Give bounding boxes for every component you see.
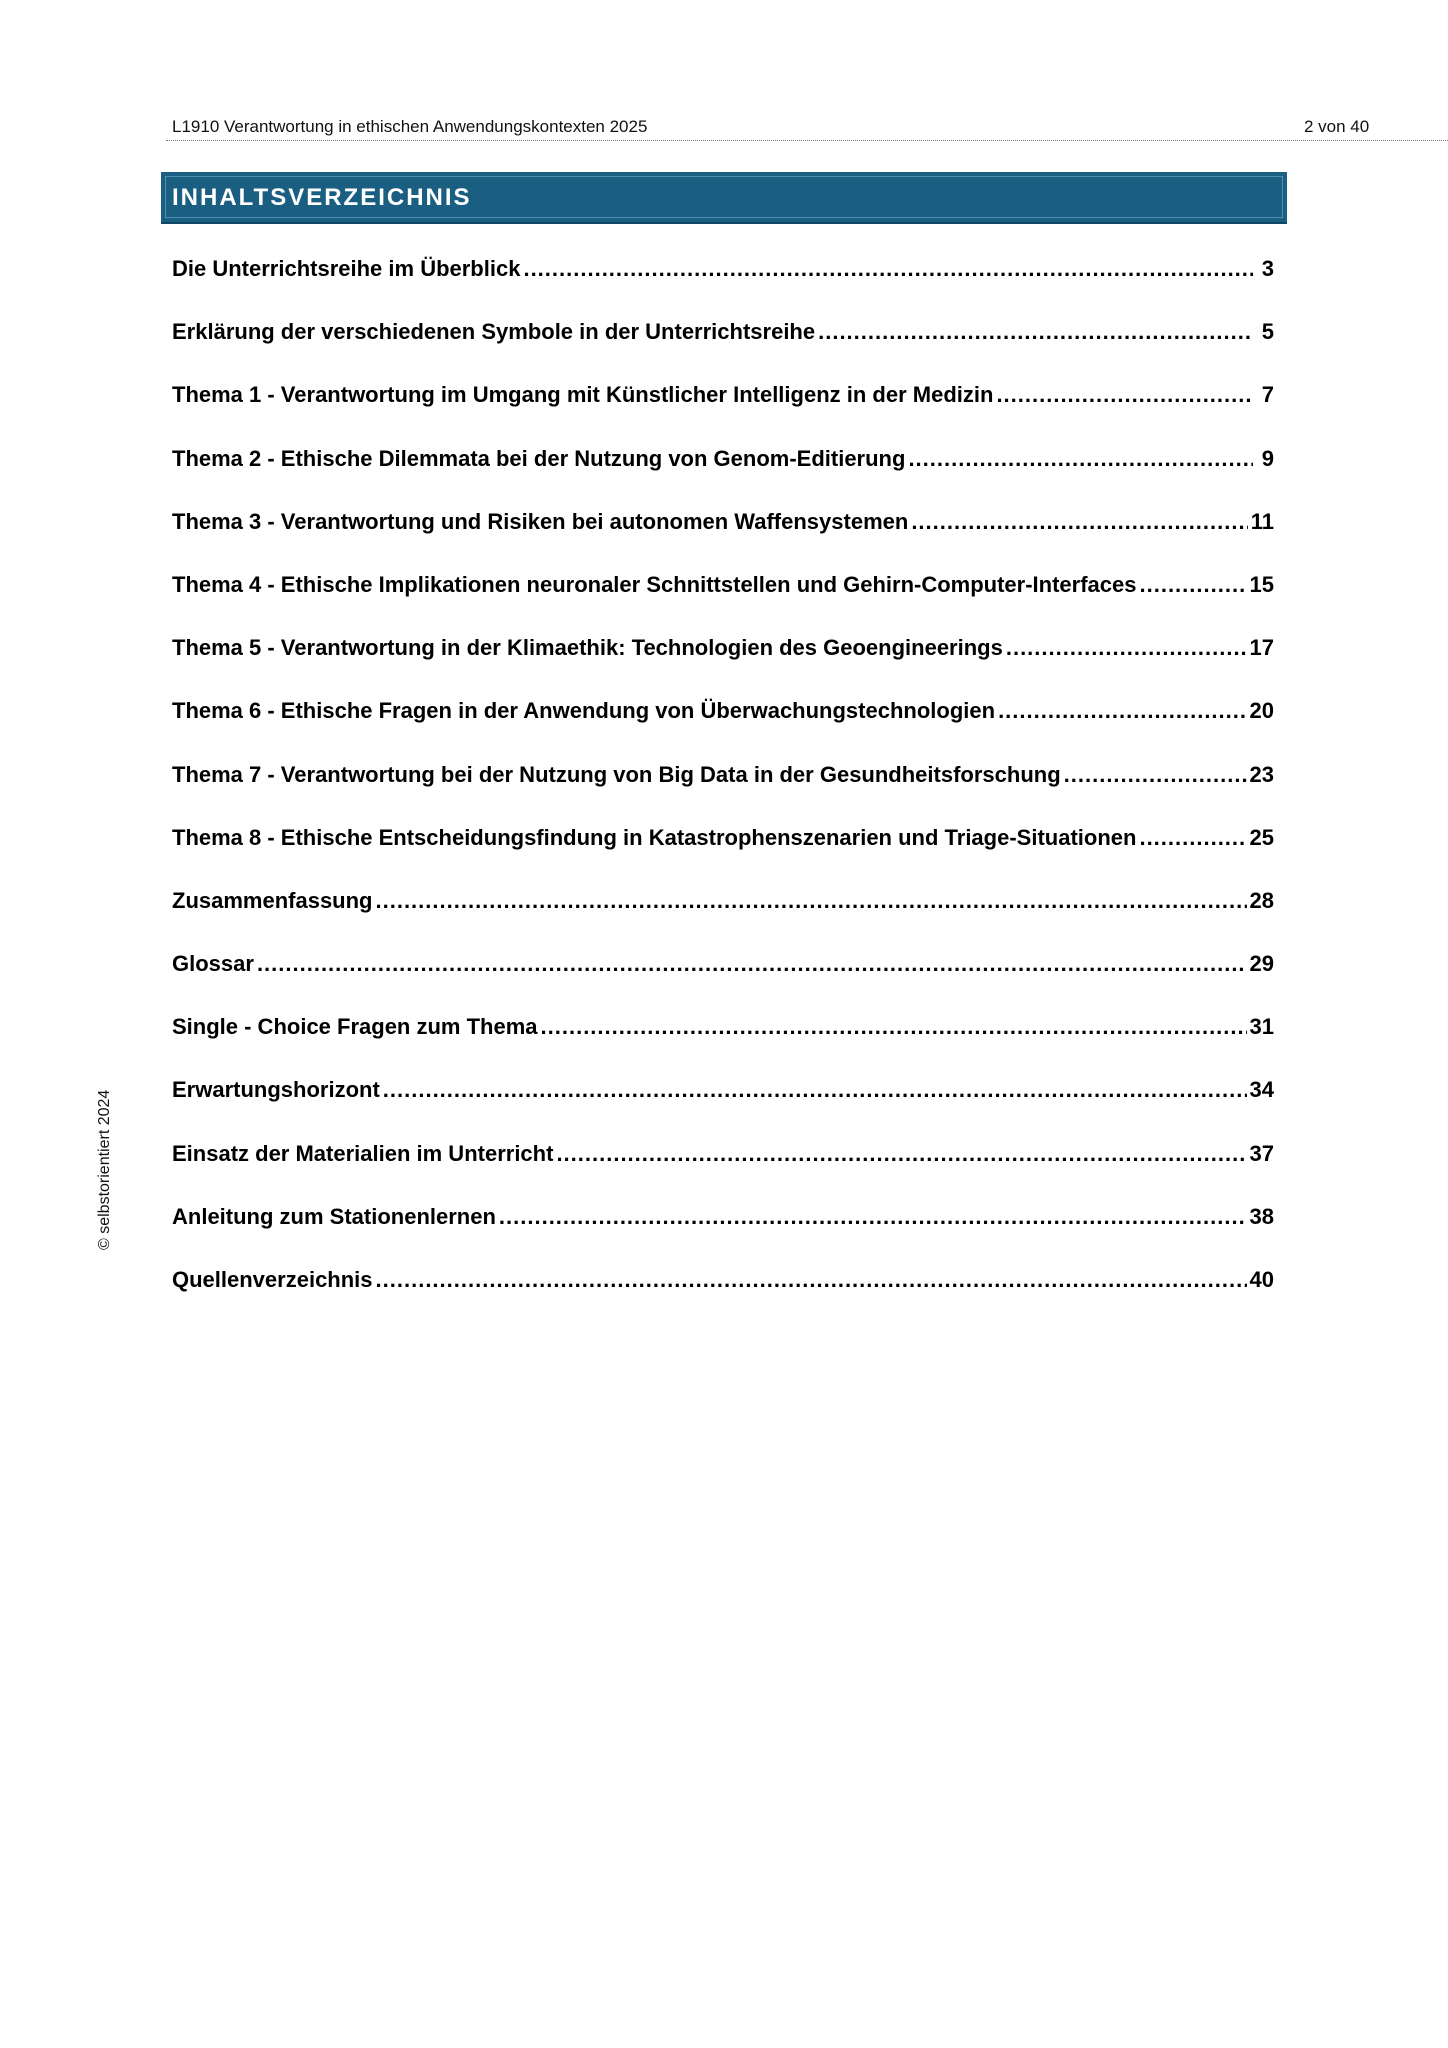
- toc-entry-title: Thema 8 - Ethische Entscheidungsfindung in Katastrophenszenarien und Triage-Situationen: [172, 824, 1137, 850]
- toc-dot-leader: [376, 884, 1247, 918]
- toc-entry[interactable]: [172, 694, 1274, 757]
- toc-heading: INHALTSVERZEICHNIS: [172, 184, 472, 211]
- toc-entry[interactable]: [172, 252, 1274, 315]
- toc-entry-page: 15: [1249, 571, 1274, 597]
- toc-entry[interactable]: [172, 821, 1274, 884]
- toc-entry-page: 38: [1249, 1203, 1274, 1229]
- toc-dot-leader: [556, 1137, 1246, 1171]
- toc-entry-title: Thema 7 - Verantwortung bei der Nutzung von Big Data in der Gesundheitsforschung: [172, 761, 1061, 787]
- toc-entry[interactable]: [172, 1263, 1274, 1326]
- toc-dot-leader: [998, 694, 1246, 728]
- toc-entry-title: Erwartungshorizont: [172, 1077, 380, 1103]
- toc-dot-leader: [499, 1200, 1247, 1234]
- toc-entry-title: Quellenverzeichnis: [172, 1267, 373, 1292]
- toc-entry[interactable]: [172, 505, 1274, 568]
- toc-entry-title: Erklärung der verschiedenen Symbole in der Unterrichtsreihe: [172, 319, 816, 345]
- toc-dot-leader: [1140, 568, 1247, 602]
- toc-entry-page: 3: [1261, 256, 1274, 281]
- toc-entry-page: 40: [1249, 1267, 1274, 1292]
- toc-entry[interactable]: [172, 1200, 1274, 1263]
- toc-entry-title: Thema 2 - Ethische Dilemmata bei der Nutzung von Genom-Editierung: [172, 445, 906, 471]
- toc-dot-leader: [376, 1263, 1247, 1297]
- toc-entry[interactable]: [172, 315, 1274, 378]
- toc-entry-page: 11: [1250, 508, 1274, 534]
- toc-heading-banner: [161, 172, 1287, 224]
- toc-entry-title: Thema 1 - Verantwortung im Umgang mit Künstlicher Intelligenz in der Medizin: [172, 382, 994, 408]
- toc-dot-leader: [383, 1073, 1247, 1107]
- toc-entry-page: 23: [1249, 761, 1274, 787]
- toc-entry[interactable]: [172, 631, 1274, 694]
- toc-entry-page: 7: [1261, 382, 1274, 408]
- toc-entry[interactable]: [172, 1137, 1274, 1200]
- toc-entry-title: Einsatz der Materialien im Unterricht: [172, 1140, 554, 1166]
- toc-entry-page: 34: [1249, 1077, 1274, 1103]
- toc-entry-title: Anleitung zum Stationenlernen: [172, 1203, 496, 1229]
- toc-entry[interactable]: [172, 947, 1274, 1010]
- toc-dot-leader: [1006, 631, 1247, 665]
- toc-dot-leader: [911, 505, 1247, 539]
- toc-dot-leader: [996, 378, 1253, 412]
- toc-entry[interactable]: [172, 884, 1274, 947]
- toc-entry-title: Thema 3 - Verantwortung und Risiken bei autonomen Waffensystemen: [172, 508, 909, 534]
- toc-entry-title: Single - Choice Fragen zum Thema: [172, 1014, 538, 1040]
- toc-entry-page: 5: [1261, 319, 1274, 345]
- toc-entry[interactable]: [172, 568, 1274, 631]
- toc-entry-title: Die Unterrichtsreihe im Überblick: [172, 256, 521, 281]
- toc-entry-title: Thema 6 - Ethische Fragen in der Anwendung von Überwachungstechnologien: [172, 698, 996, 724]
- toc-entry[interactable]: [172, 1010, 1274, 1073]
- toc-dot-leader: [523, 252, 1253, 286]
- toc-dot-leader: [1139, 821, 1246, 855]
- toc-entry-page: 17: [1249, 635, 1274, 661]
- toc-entry[interactable]: [172, 758, 1274, 821]
- toc-entry-page: 9: [1261, 445, 1274, 471]
- toc-dot-leader: [818, 315, 1253, 349]
- page-indicator: 2 von 40: [1304, 117, 1370, 136]
- table-of-contents: [172, 252, 1274, 1326]
- toc-entry-title: Thema 5 - Verantwortung in der Klimaethik: Technologien des Geoengineerings: [172, 635, 1003, 661]
- toc-entry-page: 29: [1249, 951, 1274, 977]
- toc-entry[interactable]: [172, 442, 1274, 505]
- toc-entry-title: Thema 4 - Ethische Implikationen neuronaler Schnittstellen und Gehirn-Computer-Interfaces: [172, 571, 1137, 597]
- toc-entry-page: 37: [1249, 1140, 1274, 1166]
- toc-dot-leader: [541, 1010, 1247, 1044]
- toc-entry[interactable]: [172, 378, 1274, 441]
- toc-entry[interactable]: [172, 1073, 1274, 1136]
- toc-entry-page: 31: [1249, 1014, 1274, 1040]
- toc-entry-page: 20: [1249, 698, 1274, 724]
- toc-entry-title: Zusammenfassung: [172, 887, 373, 913]
- toc-entry-page: 28: [1249, 887, 1274, 913]
- toc-dot-leader: [1064, 758, 1247, 792]
- toc-entry-page: 25: [1249, 824, 1274, 850]
- document-header-title: L1910 Verantwortung in ethischen Anwendungskontexten 2025: [172, 117, 648, 136]
- toc-entry-title: Glossar: [172, 951, 254, 977]
- header-divider: [166, 140, 1448, 141]
- copyright-text: © selbstorientiert 2024: [96, 1089, 113, 1250]
- toc-dot-leader: [257, 947, 1247, 981]
- toc-dot-leader: [908, 442, 1253, 476]
